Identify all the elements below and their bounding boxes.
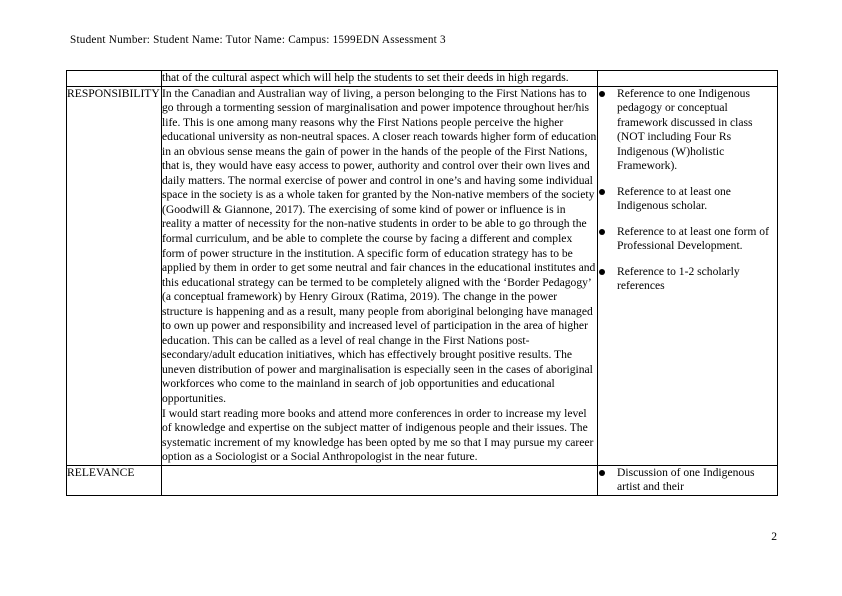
table-row-responsibility [67,86,778,465]
list-item [598,185,777,214]
list-item [598,466,777,495]
responsibility-checklist [598,87,777,294]
checklist-item-text: Reference to at least one Indigenous scholar. [617,184,731,212]
bullet-icon [599,189,605,195]
continuation-checklist-cell [598,71,778,87]
relevance-checklist [598,466,777,495]
checklist-item-text: Discussion of one Indigenous artist and their [617,465,755,494]
assessment-rubric-table [66,70,778,496]
bullet-icon [599,269,605,275]
table-row-continuation [67,71,778,87]
responsibility-paragraph-1: In the Canadian and Australian way of living, a person belonging to the First Nations has to go through a tormenting session of marginalisation and power impotence throughout her/his life. This is one among many reasons why the First Nations people perceive the higher educational university as non-neutral spaces. A closer reach towards higher form of education in an obvious sense means the gain of power in the hands of the people of the First Nations, that is, they would have easy access to power, authority and control over their own lives and daily matters. The normal exercise of power and control in one’s and having some individual space in the society is as a whole taken for granted by the Non-native members of the society (Goodwill & Giannone, 2017). The exercising of some kind of power or influence is in reality a matter of necessity for the non-native students in order to be able to go through the formal curriculum, and be able to complete the course by facing a different and complex form of power structure in the institution. A specific form of education strategy has to be applied by them in order to get some neutral and fair chances in the educational institutes and this educational strategy can be termed to be completely aligned with the ‘Border Pedagogy’ (a conceptual framework) by Henry Giroux (Ratima, 2019). The change in the power structure is happening and as a result, many people from aboriginal belonging have managed to own up power and responsibility and increased level of participation in the area of higher education. This can be called as a level of real change in the First Nations post-secondary/adult education initiatives, which has effectively brought positive results. The uneven distribution of power and marginalisation is especially seen in the cases of aboriginal workforces who come to the mainland in search of job opportunities and educational opportunities. [162,86,597,405]
page-number: 2 [771,530,777,543]
list-item [598,265,777,294]
responsibility-body-cell [162,86,598,465]
checklist-item-text: Reference to at least one form of Professional Development. [617,224,769,252]
checklist-item-text: Reference to 1-2 scholarly references [617,264,740,292]
checklist-item-text: Reference to one Indigenous pedagogy or conceptual framework discussed in class (NOT including Four Rs Indigenous (W)holistic Framework). [617,86,753,172]
continuation-body-text: that of the cultural aspect which will help the students to set their deeds in high regards. [162,71,598,87]
bullet-icon [599,91,605,97]
responsibility-paragraph-2: I would start reading more books and attend more conferences in order to increase my level of knowledge and expertise on the subject matter of indigenous people and their issues. The systematic increment of my knowledge has been opted by me so that I may pursue my career option as a Sociologist or a Social Anthropologist in the near future. [162,406,594,464]
relevance-checklist-cell [598,465,778,495]
list-item [598,87,777,174]
relevance-body-cell [162,465,598,495]
responsibility-checklist-cell [598,86,778,465]
criterion-label-relevance: RELEVANCE [67,465,162,495]
table-row-relevance [67,465,778,495]
criterion-label-responsibility: RESPONSIBILITY [67,86,162,465]
bullet-icon [599,470,605,476]
list-item [598,225,777,254]
bullet-icon [599,229,605,235]
continuation-criterion-cell [67,71,162,87]
document-header-line: Student Number: Student Name: Tutor Name: Campus: 1599EDN Assessment 3 [70,34,446,46]
